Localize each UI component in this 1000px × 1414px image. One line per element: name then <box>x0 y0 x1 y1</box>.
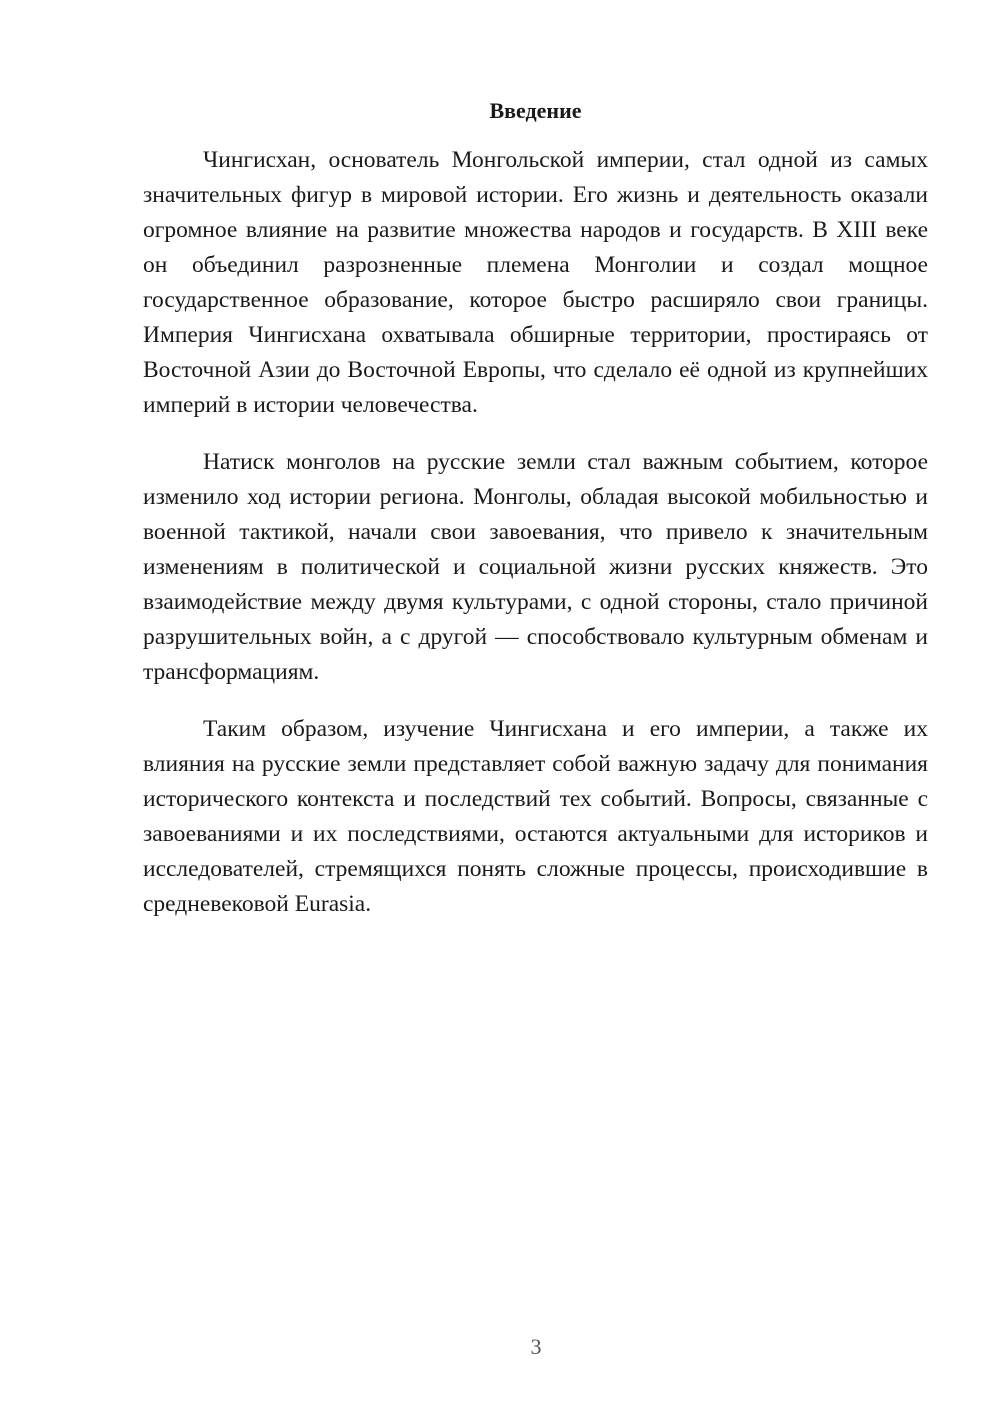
document-body <box>143 96 928 944</box>
paragraph-1: Чингисхан, основатель Монгольской империи, стал одной из самых значительных фигур в мировой истории. Его жизнь и деятельность оказали огромное влияние на развитие множества народов и государств. В XIII веке он объединил разрозненные племена Монголии и создал мощное государственное образование, которое быстро расширяло свои границы. Империя Чингисхана охватывала обширные территории, простираясь от Восточной Азии до Восточной Европы, что сделало её одной из крупнейших империй в истории человечества. <box>143 147 928 418</box>
page-number: 3 <box>530 1334 542 1359</box>
paragraph-2: Натиск монголов на русские земли стал важным событием, которое изменило ход истории региона. Монголы, обладая высокой мобильностью и военной тактикой, начали свои завоевания, что привело к значительным изменениям в политической и социальной жизни русских княжеств. Это взаимодействие между двумя культурами, с одной стороны, стало причиной разрушительных войн, а с другой — способствовало культурным обменам и трансформациям. <box>143 449 928 685</box>
section-heading: Введение <box>489 98 582 123</box>
paragraph-3: Таким образом, изучение Чингисхана и его империи, а также их влияния на русские земли представляет собой важную задачу для понимания исторического контекста и последствий тех событий. Вопросы, связанные с завоеваниями и их последствиями, остаются актуальными для историков и исследователей, стремящихся понять сложные процессы, происходившие в средневековой Eurasia. <box>143 716 928 917</box>
